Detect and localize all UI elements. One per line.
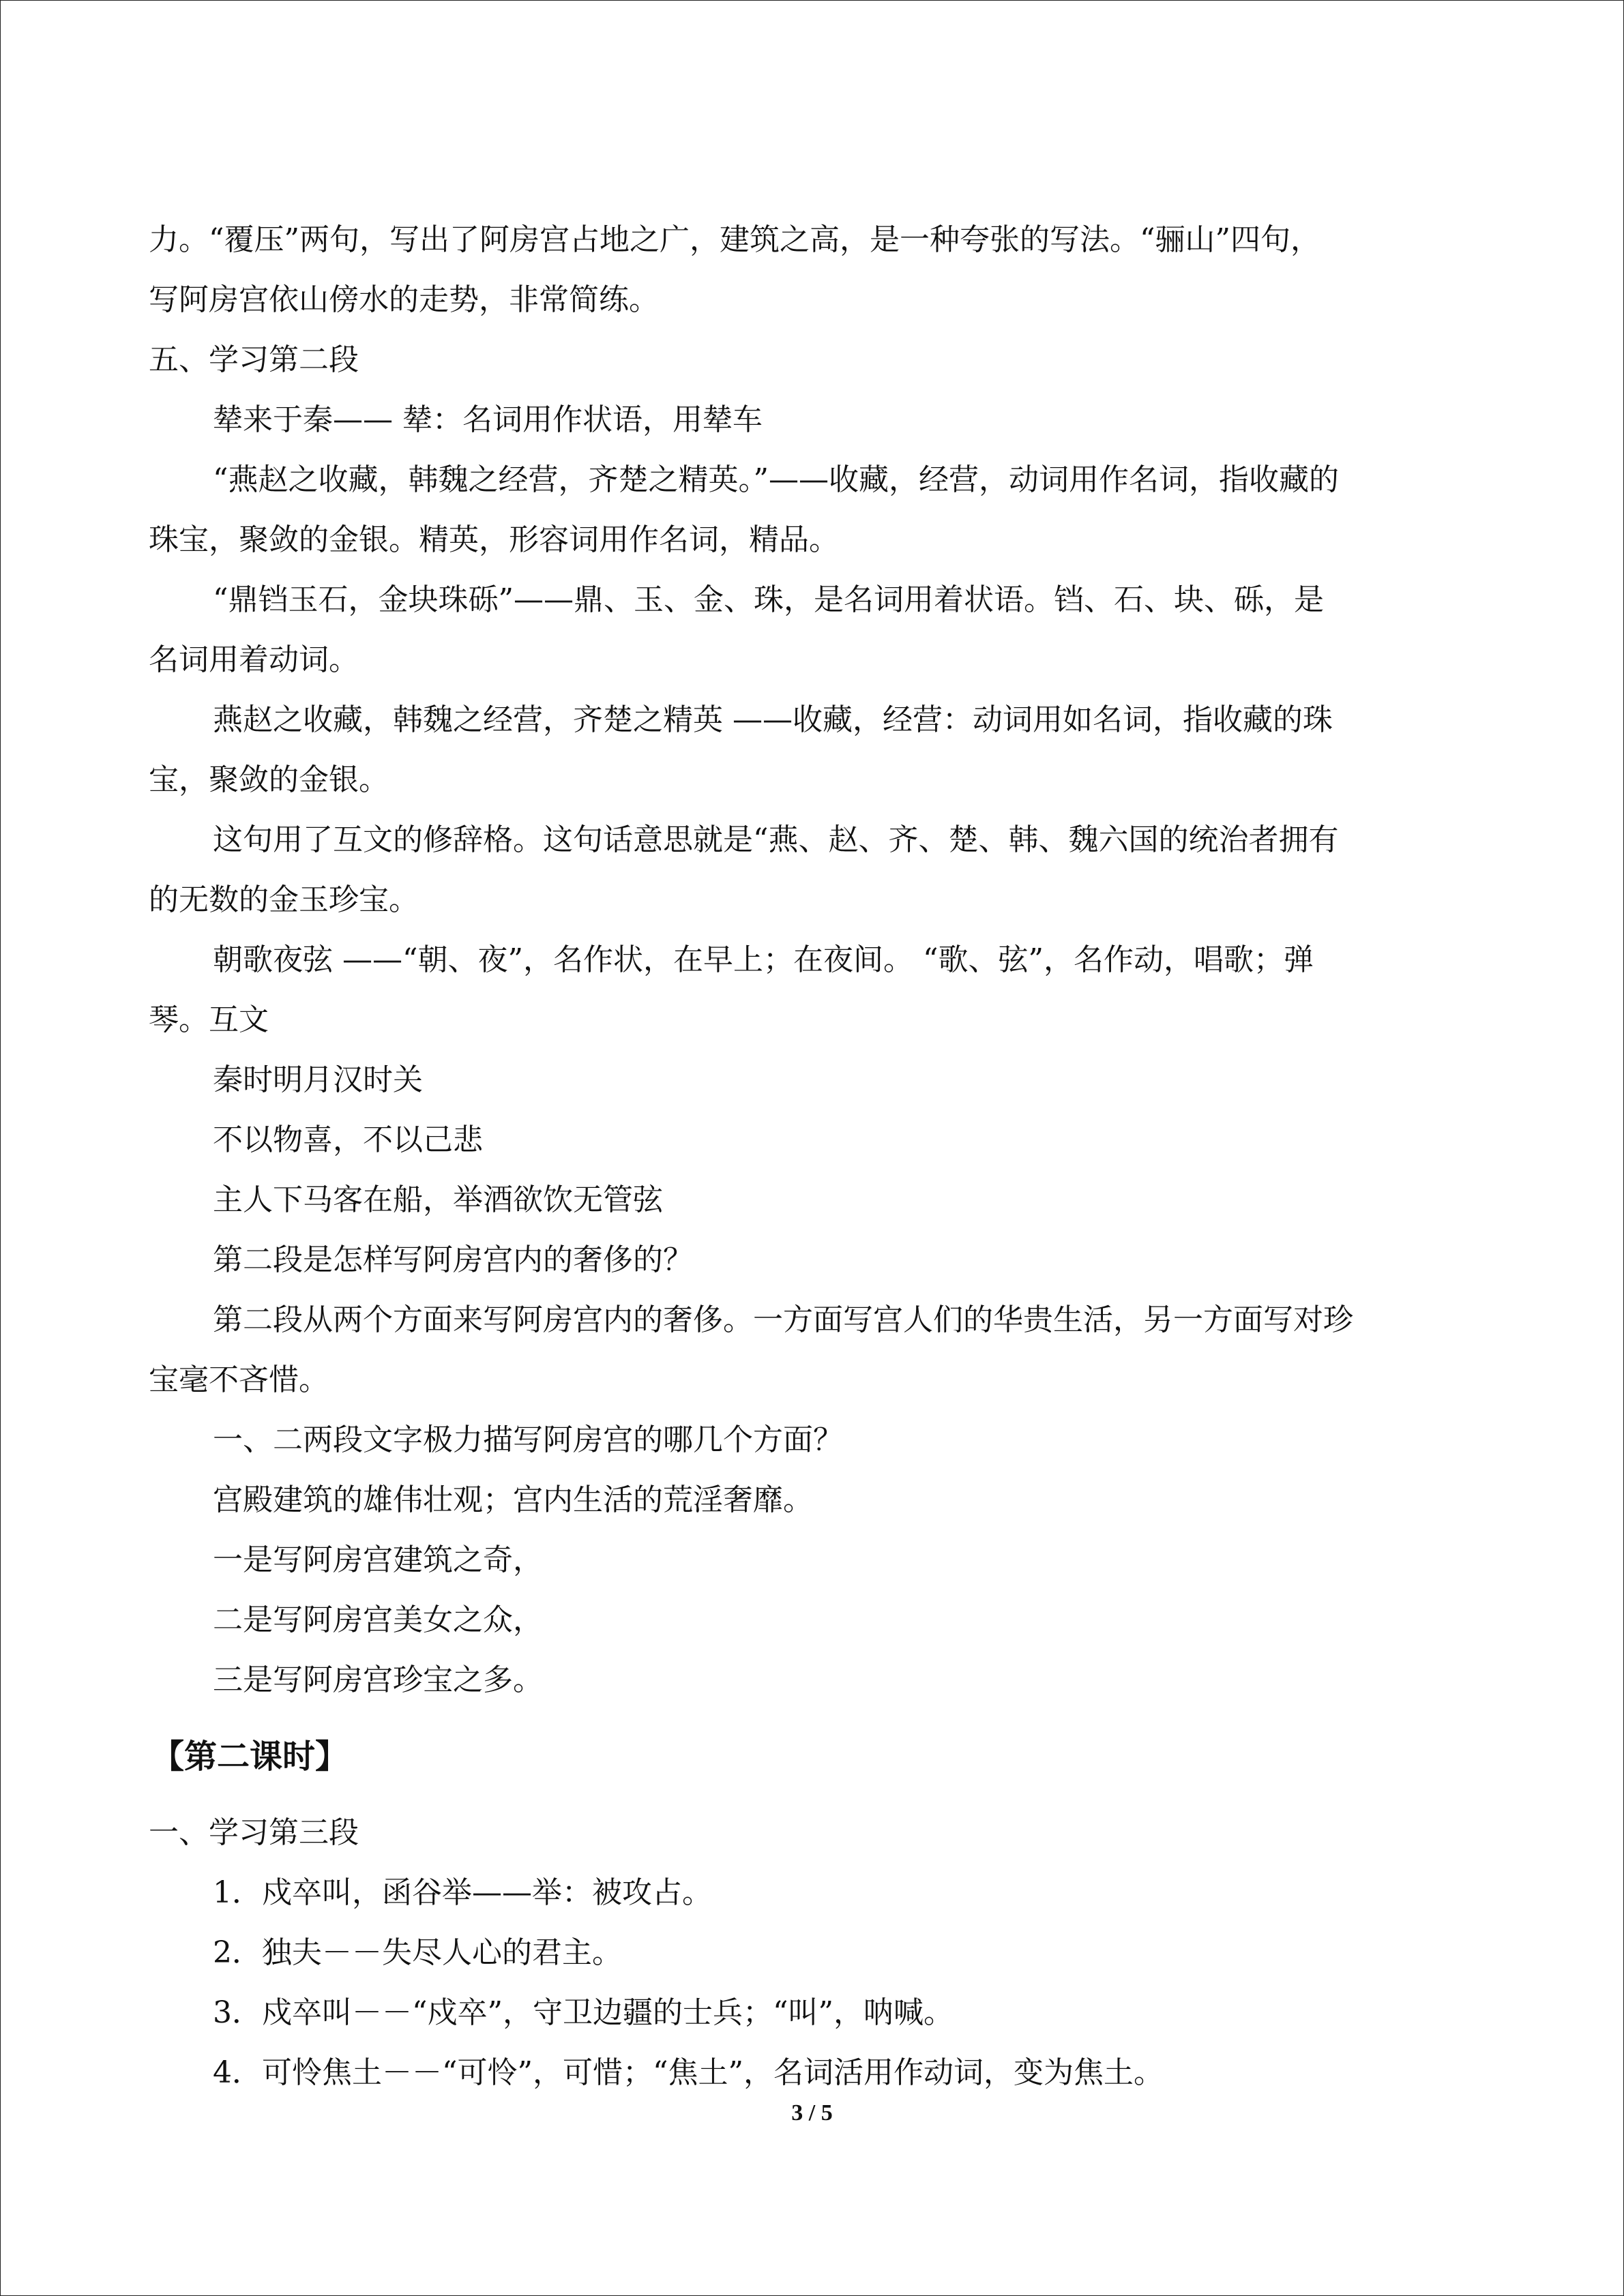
lesson-heading: 【第二课时】 (151, 1738, 349, 1776)
text-line: 主人下马客在船，举酒欲饮无管弦 (213, 1182, 663, 1217)
text-line: 朝歌夜弦 ——“朝、夜”，名作状，在早上；在夜间。 “歌、弦”，名作动，唱歌；弹 (213, 942, 1314, 977)
list-item: 3．戍卒叫－－“戍卒”，守卫边疆的士兵；“叫”，呐喊。 (213, 1995, 954, 2030)
text-line: “鼎铛玉石，金块珠砾”——鼎、玉、金、珠，是名词用着状语。铛、石、块、砾，是 (213, 582, 1324, 617)
text-line: 这句用了互文的修辞格。这句话意思就是“燕、赵、齐、楚、韩、魏六国的统治者拥有 (213, 822, 1339, 857)
text-line: 宫殿建筑的雄伟壮观；宫内生活的荒淫奢靡。 (213, 1482, 813, 1517)
document-body (149, 210, 1479, 2103)
text-line: 不以物喜，不以己悲 (213, 1122, 483, 1157)
text-line: 力。“覆压”两句，写出了阿房宫占地之广，建筑之高，是一种夸张的写法。“骊山”四句， (149, 222, 1320, 257)
text-line: 的无数的金玉珍宝。 (149, 882, 419, 917)
text-line: 第二段从两个方面来写阿房宫内的奢侈。一方面写宫人们的华贵生活，另一方面写对珍 (213, 1302, 1353, 1337)
section-title: 五、学习第二段 (149, 342, 359, 377)
list-item: 2．独夫－－失尽人心的君主。 (213, 1935, 622, 1970)
list-item: 4．可怜焦土－－“可怜”，可惜；“焦土”，名词活用作动词，变为焦土。 (213, 2055, 1164, 2090)
text-line: 二是写阿房宫美女之众， (213, 1602, 543, 1637)
text-line: 一是写阿房宫建筑之奇， (213, 1542, 543, 1577)
text-line: 一、二两段文字极力描写阿房宫的哪几个方面？ (213, 1422, 843, 1457)
text-line: “燕赵之收藏，韩魏之经营，齐楚之精英。”——收藏，经营，动词用作名词，指收藏的 (213, 462, 1339, 497)
text-line: 珠宝，聚敛的金银。精英，形容词用作名词，精品。 (149, 522, 839, 557)
text-line: 写阿房宫依山傍水的走势，非常简练。 (149, 282, 659, 317)
text-line: 宝毫不吝惜。 (149, 1362, 329, 1397)
list-item: 1．戍卒叫，函谷举——举：被攻占。 (213, 1875, 712, 1910)
text-line: 名词用着动词。 (149, 642, 359, 677)
text-line: 三是写阿房宫珍宝之多。 (213, 1663, 543, 1697)
text-line: 琴。互文 (149, 1002, 269, 1037)
text-line: 第二段是怎样写阿房宫内的奢侈的？ (213, 1242, 693, 1277)
text-line: 燕赵之收藏，韩魏之经营，齐楚之精英 ——收藏，经营：动词用如名词，指收藏的珠 (213, 702, 1333, 737)
section-title: 一、学习第三段 (149, 1815, 359, 1850)
page-number: 3 / 5 (791, 2100, 833, 2126)
text-line: 宝，聚敛的金银。 (149, 762, 389, 797)
text-line: 秦时明月汉时关 (213, 1062, 423, 1097)
text-line: 辇来于秦—— 辇：名词用作状语，用辇车 (213, 402, 763, 437)
